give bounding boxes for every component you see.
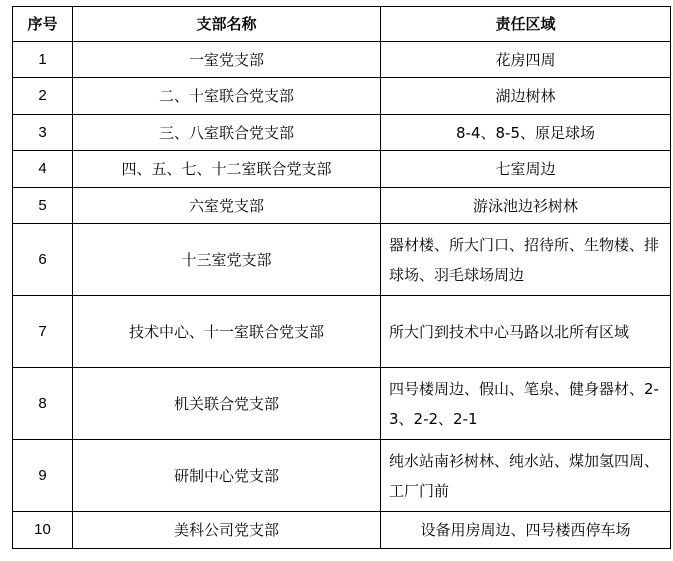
row-branch: 技术中心、十一室联合党支部 [73, 296, 381, 368]
row-no: 2 [13, 78, 73, 115]
row-branch: 十三室党支部 [73, 224, 381, 296]
row-no: 1 [13, 42, 73, 78]
table-row [13, 188, 671, 224]
row-area: 四号楼周边、假山、笔泉、健身器材、2-3、2-2、2-1 [381, 368, 671, 440]
row-no: 10 [13, 512, 73, 549]
row-no: 6 [13, 224, 73, 296]
row-no: 9 [13, 440, 73, 512]
row-no: 4 [13, 151, 73, 188]
row-area: 所大门到技术中心马路以北所有区域 [381, 296, 671, 368]
table-row [13, 440, 671, 512]
row-branch: 研制中心党支部 [73, 440, 381, 512]
table-row [13, 78, 671, 115]
row-no: 3 [13, 115, 73, 151]
responsibility-table [12, 6, 671, 549]
header-no: 序号 [13, 7, 73, 42]
row-area: 花房四周 [381, 42, 671, 78]
row-no: 5 [13, 188, 73, 224]
table-row [13, 42, 671, 78]
table-row [13, 296, 671, 368]
table-row [13, 224, 671, 296]
row-area: 七室周边 [381, 151, 671, 188]
row-area: 纯水站南衫树林、纯水站、煤加氢四周、工厂门前 [381, 440, 671, 512]
table-row [13, 151, 671, 188]
table-row [13, 368, 671, 440]
row-area: 游泳池边衫树林 [381, 188, 671, 224]
row-no: 7 [13, 296, 73, 368]
table-row [13, 115, 671, 151]
row-no: 8 [13, 368, 73, 440]
row-area: 设备用房周边、四号楼西停车场 [381, 512, 671, 549]
row-branch: 三、八室联合党支部 [73, 115, 381, 151]
row-branch: 机关联合党支部 [73, 368, 381, 440]
row-area: 湖边树林 [381, 78, 671, 115]
table-row [13, 512, 671, 549]
header-area: 责任区域 [381, 7, 671, 42]
row-area: 8-4、8-5、原足球场 [381, 115, 671, 151]
table-header-row [13, 7, 671, 42]
row-branch: 美科公司党支部 [73, 512, 381, 549]
row-branch: 一室党支部 [73, 42, 381, 78]
row-branch: 六室党支部 [73, 188, 381, 224]
row-branch: 四、五、七、十二室联合党支部 [73, 151, 381, 188]
header-branch: 支部名称 [73, 7, 381, 42]
row-branch: 二、十室联合党支部 [73, 78, 381, 115]
row-area: 器材楼、所大门口、招待所、生物楼、排球场、羽毛球场周边 [381, 224, 671, 296]
